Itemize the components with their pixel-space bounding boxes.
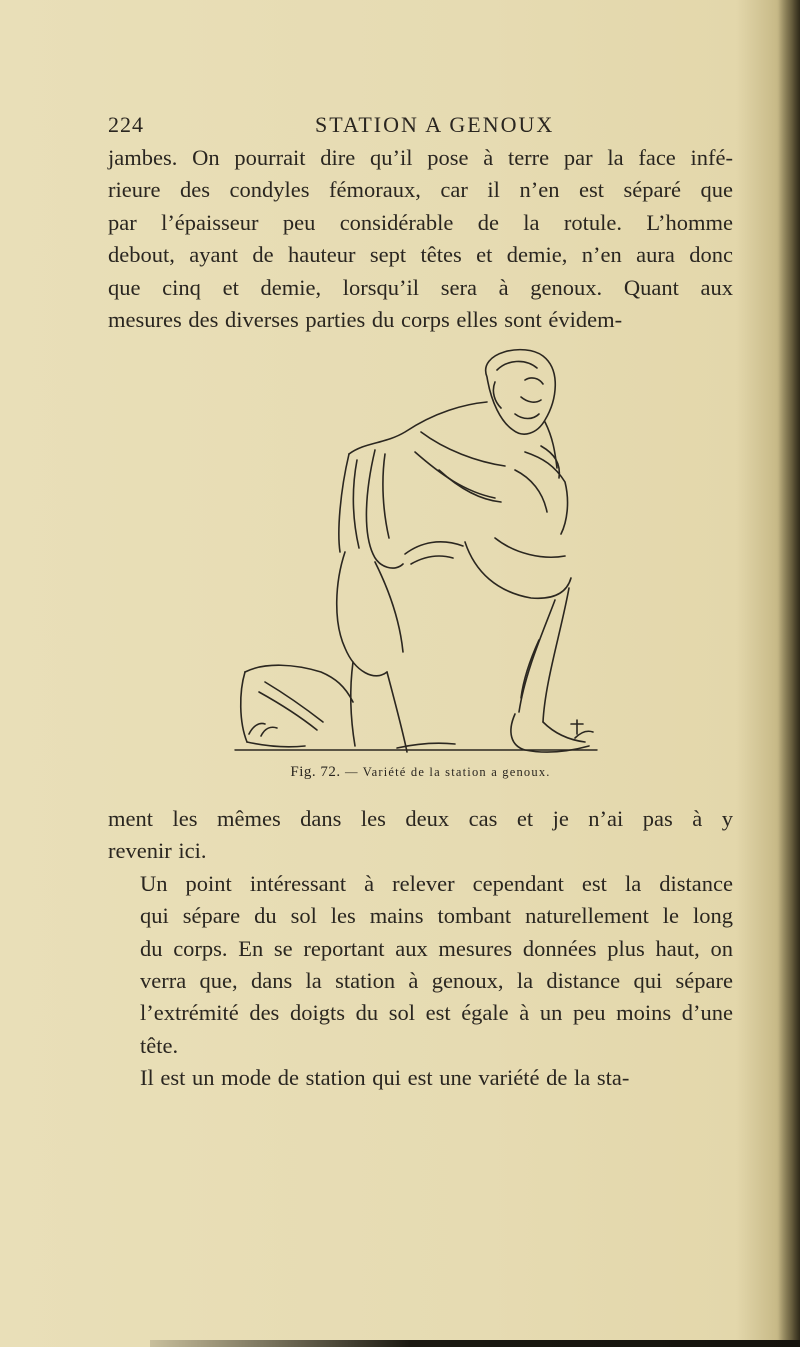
caption-dash: —	[340, 765, 363, 779]
header-title: STATION A GENOUX	[315, 112, 555, 137]
caption-text: Variété de la station a genoux.	[362, 765, 551, 779]
text-line: Il est un mode de station qui est une variété de la sta-	[140, 1065, 630, 1091]
text-line: debout, ayant de hauteur sept têtes et demie, n’en aura donc	[108, 242, 733, 268]
text-line: mesures des diverses parties du corps elles sont évidem-	[108, 307, 623, 333]
page-edge-shadow	[778, 0, 800, 1347]
text-line: par l’épaisseur peu considérable de la rotule. L’homme	[108, 209, 733, 235]
text-line: l’extrémité des doigts du sol est égale à un peu moins d’une	[140, 1000, 733, 1026]
paragraph-bottom	[108, 803, 733, 1095]
text-line: rieure des condyles fémoraux, car il n’en est séparé que	[108, 177, 733, 203]
text-line: verra que, dans la station à genoux, la distance qui sépare	[140, 968, 733, 994]
text-line: que cinq et demie, lorsqu’il sera à genoux. Quant aux	[108, 274, 733, 300]
text-line: tête.	[140, 1032, 179, 1058]
bottom-edge-bar	[150, 1340, 800, 1347]
paragraph-top	[108, 142, 733, 336]
text-line: revenir ici.	[108, 838, 207, 864]
page-number: 224	[108, 112, 144, 137]
text-line: qui sépare du sol les mains tombant naturellement le long	[140, 903, 733, 929]
figure-caption	[108, 764, 733, 781]
text-line: ment les mêmes dans les deux cas et je n’ai pas à y	[108, 806, 733, 831]
text-line: jambes. On pourrait dire qu’il pose à terre par la face infé-	[108, 145, 733, 170]
text-line: du corps. En se reportant aux mesures données plus haut, on	[140, 935, 733, 961]
kneeling-figure-illustration	[225, 342, 605, 762]
running-head	[108, 112, 728, 142]
figure-label: Fig. 72.	[290, 764, 341, 780]
text-line: Un point intéressant à relever cependant est la distance	[140, 870, 733, 896]
